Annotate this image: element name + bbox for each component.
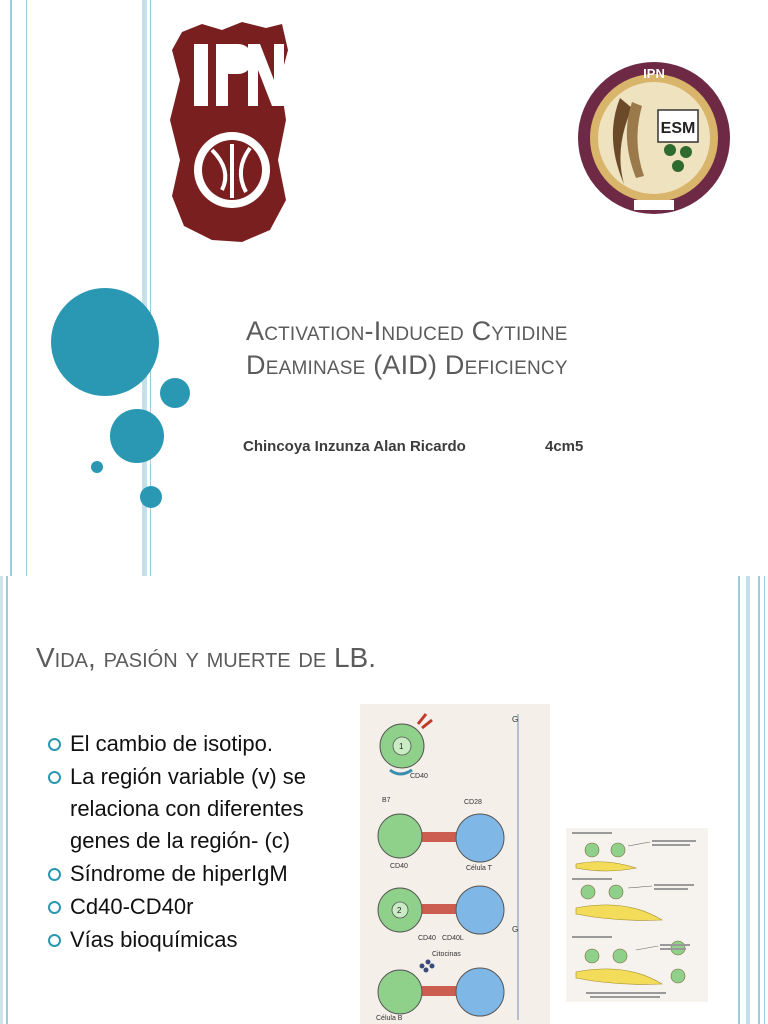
decor-circle <box>110 409 164 463</box>
bullet-icon <box>48 901 61 914</box>
decor-circle <box>91 461 103 473</box>
svg-text:CD28: CD28 <box>464 799 482 806</box>
list-item: Síndrome de hiperIgM <box>48 858 348 890</box>
list-item: Vías bioquímicas <box>48 924 348 956</box>
logo-text: IPN <box>231 236 233 237</box>
svg-text:2: 2 <box>397 906 402 915</box>
svg-text:CD40: CD40 <box>418 935 436 942</box>
decor-line <box>746 576 750 1024</box>
author-name: Chincoya Inzunza Alan Ricardo <box>243 438 466 455</box>
decor-line <box>0 576 3 1024</box>
list-item: Cd40-CD40r <box>48 891 348 923</box>
svg-text:Célula T: Célula T <box>466 865 492 872</box>
svg-text:CD40L: CD40L <box>442 935 464 942</box>
svg-text:CD40: CD40 <box>410 773 428 780</box>
bullet-list <box>48 728 348 957</box>
bullet-icon <box>48 771 61 784</box>
group-code: 4cm5 <box>545 438 584 455</box>
decor-line <box>758 576 760 1024</box>
svg-text:CD40: CD40 <box>390 863 408 870</box>
cell-interaction-figure <box>360 704 550 1024</box>
svg-text:1: 1 <box>399 742 404 751</box>
ipn-logo <box>162 20 302 246</box>
slide-title <box>246 314 568 382</box>
content-slide <box>0 576 768 1024</box>
esm-text: ESM <box>660 120 696 137</box>
bullet-icon <box>48 934 61 947</box>
svg-text:Citocinas: Citocinas <box>432 951 461 958</box>
esm-logo <box>574 58 734 218</box>
decor-line <box>10 0 12 576</box>
bullet-icon <box>48 868 61 881</box>
svg-text:G: G <box>512 925 519 934</box>
bullet-icon <box>48 738 61 751</box>
decor-line <box>764 576 765 1024</box>
title-line-1: Activation-Induced Cytidine <box>246 316 568 346</box>
decor-line <box>6 576 8 1024</box>
svg-text:B7: B7 <box>382 797 391 804</box>
decor-line <box>738 576 740 1024</box>
decor-circle <box>51 288 159 396</box>
list-item: La región variable (v) se relaciona con diferentes genes de la región- (c) <box>48 761 348 857</box>
svg-text:G: G <box>512 715 519 724</box>
decor-circle <box>140 486 162 508</box>
ipn-ring-text: IPN <box>643 66 665 81</box>
decor-line <box>26 0 27 576</box>
decor-circle <box>160 378 190 408</box>
isotype-switch-figure <box>566 828 708 1002</box>
title-line-2: Deaminase (AID) Deficiency <box>246 350 568 380</box>
slide-title: Vida, pasión y muerte de LB. <box>36 642 377 673</box>
svg-text:Célula B: Célula B <box>376 1015 403 1022</box>
list-item: El cambio de isotipo. <box>48 728 348 760</box>
